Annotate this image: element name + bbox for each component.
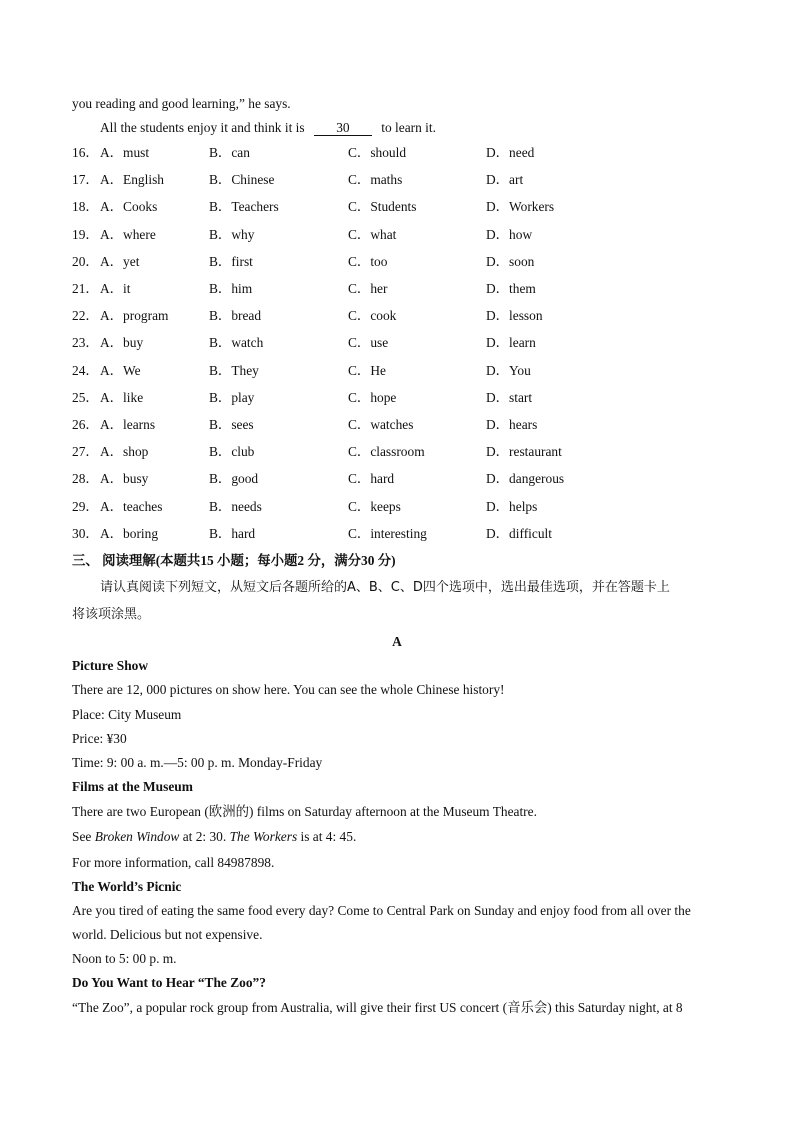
option-c: C．hard	[348, 471, 395, 487]
option-b: B．Chinese	[209, 172, 275, 188]
option-b: B．why	[209, 226, 255, 242]
option-a: A．yet	[100, 253, 140, 269]
summary-text-after: to learn it.	[381, 120, 436, 135]
picnic-description-line1: Are you tired of eating the same food every day? Come to Central Park on Sunday and enjoy food from all over the	[72, 903, 691, 918]
option-d: D．soon	[486, 253, 535, 269]
section-instruction-line1: 请认真阅读下列短文，从短文后各题所给的A、B、C、D四个选项中，选出最佳选项，并在答题卡上	[100, 580, 670, 595]
question-number: 17．	[72, 172, 99, 188]
question-number: 25．	[72, 389, 99, 405]
option-d: D．need	[486, 145, 535, 160]
picnic-description-line2: world. Delicious but not expensive.	[72, 927, 263, 942]
option-c: C．classroom	[348, 444, 425, 460]
option-b: B．bread	[209, 308, 262, 324]
summary-text-before: All the students enjoy it and think it is	[100, 120, 305, 135]
option-b: B．first	[209, 253, 253, 269]
section-instruction-line2: 将该项涂黑。	[72, 607, 151, 622]
option-a: A．Cooks	[100, 199, 158, 215]
option-b: B．club	[209, 444, 255, 460]
option-c: C．watches	[348, 417, 414, 432]
option-d: D．difficult	[486, 525, 552, 541]
films-schedule-mid: at 2: 30.	[179, 829, 230, 844]
film-title-the-workers: The Workers	[229, 829, 298, 844]
films-schedule	[72, 830, 356, 843]
option-b: B．hard	[209, 525, 256, 541]
option-b: B．good	[209, 471, 259, 487]
option-d: D．helps	[486, 498, 538, 514]
option-c: C．cook	[348, 308, 397, 324]
picture-show-price: Price: ¥30	[72, 731, 127, 746]
films-schedule-post: is at 4: 45.	[297, 829, 357, 844]
option-d: D．them	[486, 281, 536, 296]
question-number: 27．	[72, 444, 99, 460]
question-number: 21．	[72, 281, 99, 296]
option-a: A．busy	[100, 471, 149, 487]
picnic-time: Noon to 5: 00 p. m.	[72, 951, 177, 966]
option-c: C．maths	[348, 172, 403, 188]
option-c: C．her	[348, 281, 388, 296]
option-d: D．start	[486, 389, 533, 405]
picture-show-time: Time: 9: 00 a. m.—5: 00 p. m. Monday-Friday	[72, 755, 323, 770]
option-b: B．Teachers	[209, 199, 279, 215]
question-number: 19．	[72, 226, 99, 242]
option-c: C．use	[348, 335, 389, 351]
option-b: B．can	[209, 145, 250, 160]
films-schedule-pre: See	[72, 829, 95, 844]
option-a: A．learns	[100, 417, 156, 432]
option-d: D．Workers	[486, 199, 555, 215]
option-a: A．it	[100, 281, 131, 296]
ad-title-picture-show: Picture Show	[72, 658, 149, 673]
option-d: D．art	[486, 172, 524, 188]
question-number: 23．	[72, 335, 99, 351]
option-c: C．He	[348, 362, 386, 378]
question-number: 28．	[72, 471, 99, 487]
option-c: C．interesting	[348, 525, 427, 541]
question-number: 29．	[72, 498, 99, 514]
ad-title-films: Films at the Museum	[72, 779, 193, 794]
passage-label: A	[392, 634, 402, 649]
question-number: 30．	[72, 525, 99, 541]
option-a: A．boring	[100, 525, 159, 541]
question-number: 24．	[72, 362, 99, 378]
option-b: B．sees	[209, 417, 254, 432]
option-d: D．hears	[486, 417, 538, 432]
option-a: A．must	[100, 145, 150, 160]
option-c: C．hope	[348, 389, 397, 405]
picture-show-description: There are 12, 000 pictures on show here. You can see the whole Chinese history!	[72, 682, 505, 697]
question-number: 20．	[72, 253, 99, 269]
option-a: A．We	[100, 362, 141, 378]
option-a: A．English	[100, 172, 164, 188]
option-b: B．They	[209, 362, 259, 378]
option-d: D．how	[486, 226, 533, 242]
answer-blank: 30	[314, 121, 372, 136]
option-c: C．too	[348, 253, 388, 269]
option-a: A．buy	[100, 335, 144, 351]
question-number: 16．	[72, 145, 99, 160]
option-c: C．should	[348, 145, 407, 160]
option-a: A．program	[100, 308, 169, 324]
question-number: 26．	[72, 417, 99, 432]
option-d: D．lesson	[486, 308, 543, 324]
option-b: B．him	[209, 281, 253, 296]
question-number: 18．	[72, 199, 99, 215]
ad-title-zoo: Do You Want to Hear “The Zoo”?	[72, 975, 266, 990]
question-number: 22．	[72, 308, 99, 324]
option-d: D．dangerous	[486, 471, 565, 487]
picture-show-place: Place: City Museum	[72, 707, 182, 722]
summary-sentence	[100, 121, 436, 136]
option-c: C．keeps	[348, 498, 401, 514]
option-a: A．where	[100, 226, 156, 242]
option-b: B．needs	[209, 498, 262, 514]
option-a: A．teaches	[100, 498, 163, 514]
ad-title-picnic: The World’s Picnic	[72, 879, 182, 894]
option-c: C．Students	[348, 199, 417, 215]
film-title-broken-window: Broken Window	[94, 829, 180, 844]
option-d: D．You	[486, 362, 531, 378]
option-b: B．play	[209, 389, 255, 405]
option-a: A．shop	[100, 444, 149, 460]
section-heading: 三、 阅读理解(本题共15 小题；每小题2 分，满分30 分)	[72, 553, 396, 568]
option-c: C．what	[348, 226, 397, 242]
option-a: A．like	[100, 389, 144, 405]
passage-ending-line: you reading and good learning,” he says.	[72, 96, 291, 111]
films-contact: For more information, call 84987898.	[72, 855, 275, 870]
option-d: D．learn	[486, 335, 536, 351]
zoo-description: “The Zoo”, a popular rock group from Australia, will give their first US concert (音乐会) this Saturday night, at 8	[72, 1000, 683, 1015]
films-description: There are two European (欧洲的) films on Saturday afternoon at the Museum Theatre.	[72, 804, 537, 819]
option-d: D．restaurant	[486, 444, 562, 460]
option-b: B．watch	[209, 335, 264, 351]
